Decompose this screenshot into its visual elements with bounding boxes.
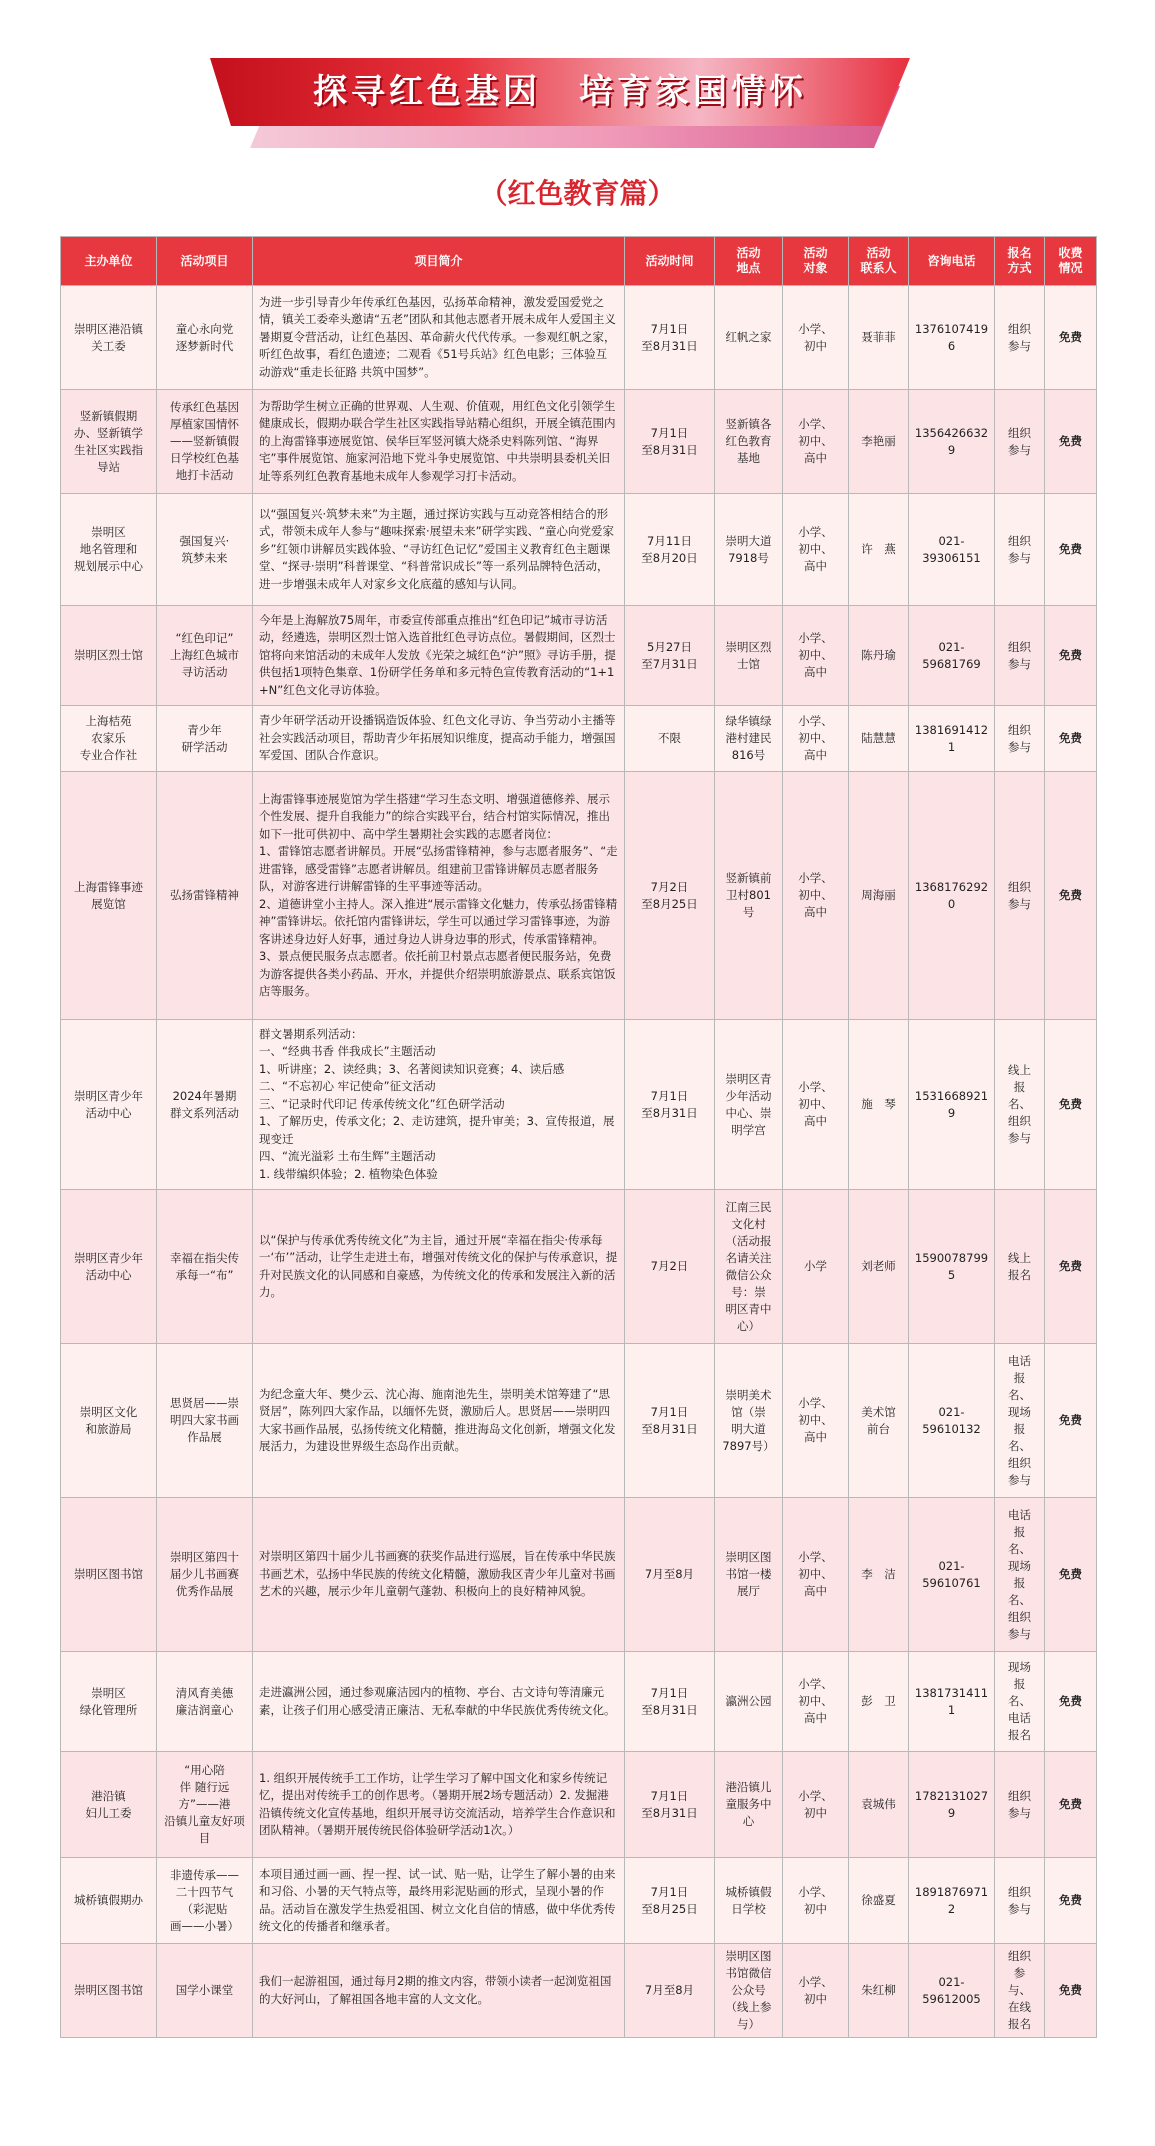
cell-org: 竖新镇假期 办、竖新镇学 生社区实践指 导站 <box>61 390 157 494</box>
cell-contact: 陈丹瑜 <box>849 606 909 706</box>
cell-signup: 组织 参与 <box>995 706 1045 772</box>
cell-fee: 免费 <box>1045 1020 1097 1190</box>
cell-fee: 免费 <box>1045 606 1097 706</box>
cell-signup: 组织 参与 <box>995 390 1045 494</box>
cell-contact: 聂菲菲 <box>849 286 909 390</box>
header-time: 活动时间 <box>625 237 715 286</box>
cell-intro: 1. 组织开展传统手工工作坊，让学生学习了解中国文化和家乡传统记忆，提出对传统手工的创作思考。（暑期开展2场专题活动）2. 发掘港沿镇传统文化宣传基地，组织开展寻访交流活动，培养学生合作意识和团队精神。（暑期开展传统民俗体验研学活动1次。） <box>253 1752 625 1858</box>
header-contact: 活动 联系人 <box>849 237 909 286</box>
cell-time: 7月至8月 <box>625 1498 715 1652</box>
cell-intro: 以“保护与传承优秀传统文化”为主旨，通过开展“幸福在指尖·传承每一‘布’”活动，让学生走进土布，增强对传统文化的保护与传承意识，提升对民族文化的认同感和自豪感，为传统文化的传承和发展注入新的活力。 <box>253 1190 625 1344</box>
table-row <box>61 772 1097 1020</box>
cell-org: 上海桔苑 农家乐 专业合作社 <box>61 706 157 772</box>
cell-place: 崇明区图 书馆微信 公众号 （线上参 与） <box>715 1944 783 2038</box>
cell-place: 崇明区烈 士馆 <box>715 606 783 706</box>
cell-fee: 免费 <box>1045 1652 1097 1752</box>
cell-time: 7月1日 至8月31日 <box>625 1652 715 1752</box>
cell-intro: 为纪念童大年、樊少云、沈心海、施南池先生，崇明美术馆筹建了“思贤居”，陈列四大家作品，以缅怀先贤，激励后人。思贤居——崇明四大家书画作品展，弘扬传统文化精髓，推进海岛文化创新，增强文化发展活力，为建设世界级生态岛作出贡献。 <box>253 1344 625 1498</box>
table-header-row <box>61 237 1097 286</box>
table-row <box>61 1020 1097 1190</box>
cell-target: 小学、 初中、 高中 <box>783 1498 849 1652</box>
cell-org: 崇明区 绿化管理所 <box>61 1652 157 1752</box>
header-project: 活动项目 <box>157 237 253 286</box>
cell-signup: 组织 参与 <box>995 1752 1045 1858</box>
cell-project: 传承红色基因 厚植家国情怀 ——竖新镇假 日学校红色基 地打卡活动 <box>157 390 253 494</box>
cell-contact: 徐盛夏 <box>849 1858 909 1944</box>
table-row <box>61 1652 1097 1752</box>
cell-org: 崇明区图书馆 <box>61 1498 157 1652</box>
cell-signup: 电话 报 名、 现场 报 名、 组织 参与 <box>995 1344 1045 1498</box>
cell-time: 7月2日 <box>625 1190 715 1344</box>
cell-target: 小学、 初中、 高中 <box>783 494 849 606</box>
cell-intro: 走进瀛洲公园，通过参观廉洁园内的植物、亭台、古文诗句等清廉元素，让孩子们用心感受清正廉洁、无私奉献的中华民族优秀传统文化。 <box>253 1652 625 1752</box>
cell-target: 小学 <box>783 1190 849 1344</box>
cell-org: 崇明区图书馆 <box>61 1944 157 2038</box>
cell-target: 小学、 初中 <box>783 1858 849 1944</box>
cell-org: 崇明区港沿镇 关工委 <box>61 286 157 390</box>
table-row <box>61 494 1097 606</box>
cell-target: 小学、 初中 <box>783 1944 849 2038</box>
cell-target: 小学、 初中、 高中 <box>783 1344 849 1498</box>
cell-signup: 组织 参与 <box>995 1858 1045 1944</box>
cell-signup: 电话 报 名、 现场 报 名、 组织 参与 <box>995 1498 1045 1652</box>
cell-project: 强国复兴· 筑梦未来 <box>157 494 253 606</box>
cell-place: 城桥镇假 日学校 <box>715 1858 783 1944</box>
cell-signup: 组织 参与 <box>995 286 1045 390</box>
cell-intro: 上海雷锋事迹展览馆为学生搭建“学习生态文明、增强道德修养、展示个性发展、提升自我能力”的综合实践平台，结合村馆实际情况，推出如下一批可供初中、高中学生暑期社会实践的志愿者岗位： 1、雷锋馆志愿者讲解员。开展“弘扬雷锋精神，参与志愿者服务”、“走进雷锋，感受雷锋”志愿者讲解员。组建前卫雷锋讲解员志愿者服务队，对游客进行讲解雷锋的生平事迹等活动。 2、道德讲堂小主持人。深入推进“展示雷锋文化魅力，传承弘扬雷锋精神”雷锋讲坛。依托馆内雷锋讲坛，学生可以通过学习雷锋事迹，为游客讲述身边好人好事，通过身边人讲身边事的形式，传承雷锋精神。 3、景点便民服务点志愿者。依托前卫村景点志愿者便民服务站，免费为游客提供各类小药品、开水，并提供介绍崇明旅游景点、联系宾馆饭店等服务。 <box>253 772 625 1020</box>
cell-intro: 我们一起游祖国，通过每月2期的推文内容，带领小读者一起浏览祖国的大好河山，了解祖国各地丰富的人文文化。 <box>253 1944 625 2038</box>
cell-fee: 免费 <box>1045 1752 1097 1858</box>
cell-org: 上海雷锋事迹 展览馆 <box>61 772 157 1020</box>
cell-place: 崇明大道 7918号 <box>715 494 783 606</box>
banner-title: 探寻红色基因 培育家国情怀 <box>313 72 807 112</box>
cell-place: 崇明区图 书馆一楼 展厅 <box>715 1498 783 1652</box>
cell-target: 小学、 初中、 高中 <box>783 1652 849 1752</box>
header-intro: 项目简介 <box>253 237 625 286</box>
cell-org: 崇明区烈士馆 <box>61 606 157 706</box>
cell-target: 小学、 初中 <box>783 286 849 390</box>
cell-phone: 15316689219 <box>909 1020 995 1190</box>
cell-phone: 021- 59610761 <box>909 1498 995 1652</box>
cell-place: 港沿镇儿 童服务中 心 <box>715 1752 783 1858</box>
cell-project: 青少年 研学活动 <box>157 706 253 772</box>
cell-target: 小学、 初中、 高中 <box>783 772 849 1020</box>
table-row <box>61 390 1097 494</box>
cell-place: 崇明美术 馆（崇 明大道 7897号） <box>715 1344 783 1498</box>
cell-target: 小学、 初中、 高中 <box>783 390 849 494</box>
cell-project: 童心永向党 逐梦新时代 <box>157 286 253 390</box>
cell-project: 弘扬雷锋精神 <box>157 772 253 1020</box>
cell-contact: 彭 卫 <box>849 1652 909 1752</box>
cell-intro: 以“强国复兴·筑梦未来”为主题，通过探访实践与互动竞答相结合的形式，带领未成年人参与“趣味探索·展望未来”研学实践、“童心向党爱家乡”红领巾讲解员实践体验、“寻访红色记忆”爱国主义教育红色主题课堂、“探寻·崇明”科普课堂、“科普常识成长”等一系列品牌特色活动，进一步增强未成年人对家乡文化底蕴的感知与认同。 <box>253 494 625 606</box>
cell-intro: 为帮助学生树立正确的世界观、人生观、价值观，用红色文化引领学生健康成长，假期办联合学生社区实践指导站精心组织，开展全镇范围内的上海雷锋事迹展览馆、侯华巨军竖河镇大烧杀史料陈列馆、“海界宅”事件展览馆、施家河沿地下党斗争史展览馆、中共崇明县委机关旧址等系列红色教育基地未成年人参观学习打卡活动。 <box>253 390 625 494</box>
cell-intro: 青少年研学活动开设播锅造饭体验、红色文化寻访、争当劳动小主播等社会实践活动项目，帮助青少年拓展知识维度，提高动手能力，增强国军爱国、团队合作意识。 <box>253 706 625 772</box>
table-row <box>61 1752 1097 1858</box>
cell-time: 7月1日 至8月31日 <box>625 1752 715 1858</box>
cell-fee: 免费 <box>1045 1944 1097 2038</box>
cell-place: 江南三民 文化村 （活动报 名请关注 微信公众 号：崇 明区青中 心） <box>715 1190 783 1344</box>
cell-contact: 刘老师 <box>849 1190 909 1344</box>
cell-phone: 021- 59681769 <box>909 606 995 706</box>
cell-signup: 组织 参与 <box>995 494 1045 606</box>
cell-phone: 13816914121 <box>909 706 995 772</box>
cell-phone: 15900787995 <box>909 1190 995 1344</box>
cell-contact: 许 燕 <box>849 494 909 606</box>
cell-project: 2024年暑期 群文系列活动 <box>157 1020 253 1190</box>
cell-contact: 朱红柳 <box>849 1944 909 2038</box>
cell-fee: 免费 <box>1045 1858 1097 1944</box>
cell-contact: 李 洁 <box>849 1498 909 1652</box>
cell-signup: 组织 参 与、 在线 报名 <box>995 1944 1045 2038</box>
cell-phone: 13817314111 <box>909 1652 995 1752</box>
header-place: 活动 地点 <box>715 237 783 286</box>
cell-time: 7月1日 至8月31日 <box>625 1020 715 1190</box>
header-target: 活动 对象 <box>783 237 849 286</box>
cell-project: 国学小课堂 <box>157 1944 253 2038</box>
cell-project: 清风育美德 廉洁润童心 <box>157 1652 253 1752</box>
title-banner <box>210 58 930 148</box>
cell-fee: 免费 <box>1045 286 1097 390</box>
cell-contact: 周海丽 <box>849 772 909 1020</box>
cell-fee: 免费 <box>1045 1344 1097 1498</box>
cell-fee: 免费 <box>1045 1190 1097 1344</box>
cell-project: 崇明区第四十 届少儿书画赛 优秀作品展 <box>157 1498 253 1652</box>
cell-project: “红色印记” 上海红色城市 寻访活动 <box>157 606 253 706</box>
cell-org: 崇明区 地名管理和 规划展示中心 <box>61 494 157 606</box>
cell-fee: 免费 <box>1045 494 1097 606</box>
cell-phone: 17821310279 <box>909 1752 995 1858</box>
cell-fee: 免费 <box>1045 706 1097 772</box>
page-subtitle: （红色教育篇） <box>479 177 676 210</box>
cell-phone: 13761074196 <box>909 286 995 390</box>
cell-place: 瀛洲公园 <box>715 1652 783 1752</box>
cell-target: 小学、 初中、 高中 <box>783 606 849 706</box>
table-row <box>61 706 1097 772</box>
cell-time: 7月11日 至8月20日 <box>625 494 715 606</box>
table-row <box>61 1944 1097 2038</box>
cell-signup: 组织 参与 <box>995 772 1045 1020</box>
cell-phone: 13564266329 <box>909 390 995 494</box>
cell-time: 7月1日 至8月25日 <box>625 1858 715 1944</box>
table-row <box>61 1344 1097 1498</box>
cell-target: 小学、 初中、 高中 <box>783 1020 849 1190</box>
activity-table <box>60 236 1097 2038</box>
cell-org: 港沿镇 妇儿工委 <box>61 1752 157 1858</box>
cell-phone: 021- 59612005 <box>909 1944 995 2038</box>
table-row <box>61 1858 1097 1944</box>
cell-time: 不限 <box>625 706 715 772</box>
header-fee: 收费 情况 <box>1045 237 1097 286</box>
header-signup: 报名 方式 <box>995 237 1045 286</box>
cell-place: 崇明区青 少年活动 中心、崇 明学宫 <box>715 1020 783 1190</box>
cell-signup: 线上 报名 <box>995 1190 1045 1344</box>
cell-time: 5月27日 至7月31日 <box>625 606 715 706</box>
cell-intro: 今年是上海解放75周年，市委宣传部重点推出“红色印记”城市寻访活动，经遴选，崇明区烈士馆入选首批红色寻访点位。暑假期间，区烈士馆将向来馆活动的未成年人发放《光荣之城红色“沪”照》寻访手册，提供包括1项特色集章、1份研学任务单和多元特色宣传教育活动的“1+1+N”红色文化寻访体验。 <box>253 606 625 706</box>
cell-org: 崇明区青少年 活动中心 <box>61 1020 157 1190</box>
cell-org: 崇明区文化 和旅游局 <box>61 1344 157 1498</box>
cell-time: 7月1日 至8月31日 <box>625 1344 715 1498</box>
cell-phone: 13681762920 <box>909 772 995 1020</box>
header-phone: 咨询电话 <box>909 237 995 286</box>
cell-place: 红帆之家 <box>715 286 783 390</box>
cell-contact: 袁城伟 <box>849 1752 909 1858</box>
cell-org: 城桥镇假期办 <box>61 1858 157 1944</box>
table-row <box>61 606 1097 706</box>
cell-time: 7月1日 至8月31日 <box>625 286 715 390</box>
cell-contact: 李艳丽 <box>849 390 909 494</box>
cell-intro: 为进一步引导青少年传承红色基因，弘扬革命精神，激发爱国爱党之情，镇关工委牵头邀请“五老”团队和其他志愿者开展未成年人爱国主义暑期夏令营活动，让红色基因、革命薪火代代传承。一参观红帆之家，听红色故事，看红色遗迹；二观看《51号兵站》红色电影；三体验互动游戏“重走长征路 共筑中国梦”。 <box>253 286 625 390</box>
table-row <box>61 1190 1097 1344</box>
cell-fee: 免费 <box>1045 1498 1097 1652</box>
cell-contact: 陆慧慧 <box>849 706 909 772</box>
cell-project: “用心陪 伴 随行远 方”——港 沿镇儿童友好项 目 <box>157 1752 253 1858</box>
cell-contact: 美术馆 前台 <box>849 1344 909 1498</box>
cell-phone: 021- 39306151 <box>909 494 995 606</box>
table-row <box>61 1498 1097 1652</box>
cell-project: 幸福在指尖传 承每一“布” <box>157 1190 253 1344</box>
table-row <box>61 286 1097 390</box>
cell-fee: 免费 <box>1045 772 1097 1020</box>
cell-place: 竖新镇前 卫村801 号 <box>715 772 783 1020</box>
cell-signup: 线上 报 名、 组织 参与 <box>995 1020 1045 1190</box>
cell-phone: 18918769712 <box>909 1858 995 1944</box>
cell-phone: 021- 59610132 <box>909 1344 995 1498</box>
cell-place: 竖新镇各 红色教育 基地 <box>715 390 783 494</box>
cell-signup: 现场 报 名、 电话 报名 <box>995 1652 1045 1752</box>
cell-fee: 免费 <box>1045 390 1097 494</box>
header-org: 主办单位 <box>61 237 157 286</box>
cell-place: 绿华镇绿 港村建民 816号 <box>715 706 783 772</box>
cell-target: 小学、 初中 <box>783 1752 849 1858</box>
cell-project: 思贤居——崇 明四大家书画 作品展 <box>157 1344 253 1498</box>
cell-target: 小学、 初中、 高中 <box>783 706 849 772</box>
cell-intro: 群文暑期系列活动： 一、“经典书香 伴我成长”主题活动 1、听讲座；2、读经典；3、名著阅读知识竞赛；4、读后感 二、“不忘初心 牢记使命”征文活动 三、“记录时代印记 传承传统文化”红色研学活动 1、了解历史，传承文化；2、走访建筑，提升审美；3、宣传报道，展现变迁 四、“流光溢彩 土布生辉”主题活动 1. 线带编织体验；2. 植物染色体验 <box>253 1020 625 1190</box>
cell-signup: 组织 参与 <box>995 606 1045 706</box>
cell-time: 7月2日 至8月25日 <box>625 772 715 1020</box>
cell-intro: 本项目通过画一画、捏一捏、试一试、贴一贴，让学生了解小暑的由来和习俗、小暑的天气特点等，最终用彩泥贴画的形式，呈现小暑的作品。活动旨在激发学生热爱祖国、树立文化自信的情感，做中华优秀传统文化的传播者和继承者。 <box>253 1858 625 1944</box>
cell-time: 7月至8月 <box>625 1944 715 2038</box>
cell-project: 非遗传承—— 二十四节气 （彩泥贴 画——小暑） <box>157 1858 253 1944</box>
cell-time: 7月1日 至8月31日 <box>625 390 715 494</box>
cell-intro: 对崇明区第四十届少儿书画赛的获奖作品进行巡展，旨在传承中华民族书画艺术，弘扬中华民族的传统文化精髓，激励我区青少年儿童对书画艺术的兴趣，展示少年儿童朝气蓬勃、积极向上的良好精神风貌。 <box>253 1498 625 1652</box>
cell-contact: 施 琴 <box>849 1020 909 1190</box>
cell-org: 崇明区青少年 活动中心 <box>61 1190 157 1344</box>
